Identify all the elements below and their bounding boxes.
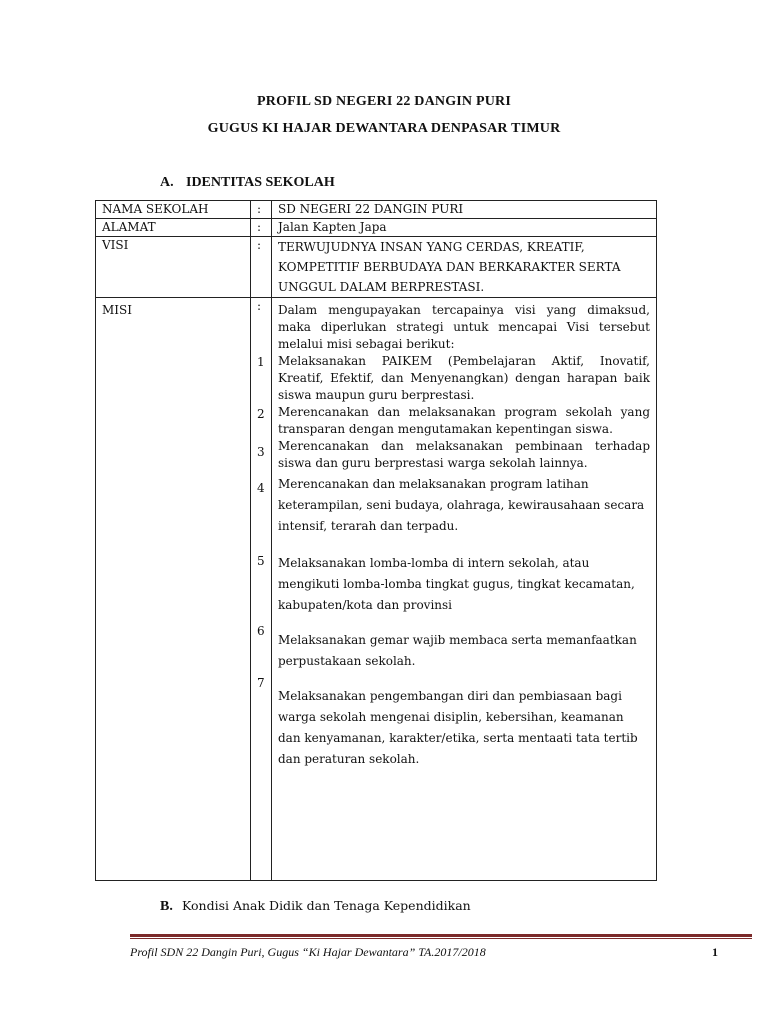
nama-key: NAMA SEKOLAH bbox=[96, 201, 251, 219]
misi-number: 4 bbox=[257, 481, 265, 495]
table-row-nama bbox=[96, 201, 657, 219]
identity-table bbox=[95, 200, 657, 881]
section-a-heading bbox=[160, 175, 335, 191]
colon: : bbox=[251, 201, 272, 219]
alamat-value: Jalan Kapten Japa bbox=[272, 219, 657, 237]
section-a-title: IDENTITAS SEKOLAH bbox=[186, 175, 335, 190]
misi-number: 3 bbox=[257, 445, 265, 459]
misi-item: Melaksanakan gemar wajib membaca serta memanfaatkan perpustakaan sekolah. bbox=[278, 633, 637, 668]
document-subtitle: GUGUS KI HAJAR DEWANTARA DENPASAR TIMUR bbox=[207, 121, 561, 136]
misi-item: Merencanakan dan melaksanakan program latihan keterampilan, seni budaya, olahraga, kewirausahaan secara intensif, terarah dan terpadu. bbox=[278, 477, 645, 533]
colon: : bbox=[251, 237, 272, 298]
misi-intro: Dalam mengupayakan tercapainya visi yang dimaksud, maka diperlukan strategi untuk mencapai Visi tersebut melalui misi sebagai berikut: bbox=[278, 303, 650, 351]
section-b-title: Kondisi Anak Didik dan Tenaga Kependidikan bbox=[182, 898, 471, 913]
visi-key: VISI bbox=[96, 237, 251, 298]
footer-text: Profil SDN 22 Dangin Puri, Gugus “Ki Hajar Dewantara” TA.2017/2018 bbox=[130, 945, 486, 959]
visi-line: UNGGUL DALAM BERPRESTASI. bbox=[278, 280, 485, 294]
table-row-visi bbox=[96, 237, 657, 298]
nama-value: SD NEGERI 22 DANGIN PURI bbox=[272, 201, 657, 219]
colon: : bbox=[251, 219, 272, 237]
document-title: PROFIL SD NEGERI 22 DANGIN PURI bbox=[257, 94, 511, 109]
visi-value bbox=[272, 237, 657, 298]
misi-item: Melaksanakan lomba-lomba di intern sekolah, atau mengikuti lomba-lomba tingkat gugus, tingkat kecamatan, kabupaten/kota dan provinsi bbox=[278, 556, 635, 612]
misi-item: Melaksanakan PAIKEM (Pembelajaran Aktif, Inovatif, Kreatif, Efektif, dan Menyenangkan) dengan harapan baik siswa maupun guru berprestasi. bbox=[278, 354, 650, 402]
misi-item: Melaksanakan pengembangan diri dan pembiasaan bagi warga sekolah mengenai disiplin, kebersihan, keamanan dan kenyamanan, karakter/etika, serta mentaati tata tertib dan peraturan sekolah. bbox=[278, 689, 638, 766]
visi-line: TERWUJUDNYA INSAN YANG CERDAS, KREATIF, bbox=[278, 240, 585, 254]
visi-line: KOMPETITIF BERBUDAYA DAN BERKARAKTER SERTA bbox=[278, 260, 621, 274]
misi-number: 6 bbox=[257, 624, 265, 638]
misi-item: Merencanakan dan melaksanakan pembinaan terhadap siswa dan guru berprestasi warga sekolah lainnya. bbox=[278, 439, 650, 470]
misi-value bbox=[272, 298, 657, 881]
misi-item: Merencanakan dan melaksanakan program sekolah yang transparan dengan mengutamakan kepentingan siswa. bbox=[278, 405, 650, 436]
misi-number: 2 bbox=[257, 407, 265, 421]
alamat-key: ALAMAT bbox=[96, 219, 251, 237]
table-row-misi bbox=[96, 298, 657, 881]
table-row-alamat bbox=[96, 219, 657, 237]
page-number: 1 bbox=[712, 945, 718, 959]
section-a-label: A. bbox=[160, 175, 174, 190]
section-b-label: B. bbox=[160, 899, 173, 914]
misi-number-column bbox=[251, 298, 272, 881]
footer-rule-thin bbox=[130, 938, 752, 939]
misi-key: MISI bbox=[96, 298, 251, 881]
misi-number: 5 bbox=[257, 554, 265, 568]
misi-number: 7 bbox=[257, 676, 265, 690]
section-b-heading bbox=[160, 898, 471, 915]
footer-rule-thick bbox=[130, 934, 752, 937]
misi-number: 1 bbox=[257, 355, 265, 369]
colon: : bbox=[257, 299, 262, 313]
